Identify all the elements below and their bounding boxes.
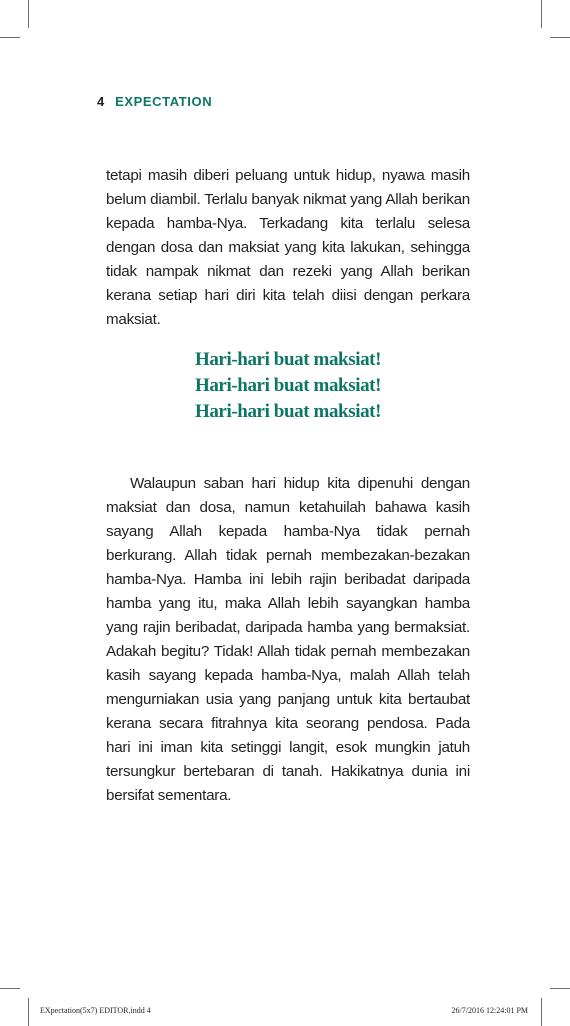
emphasis-line: Hari-hari buat maksiat! <box>194 401 382 422</box>
running-header <box>97 94 212 109</box>
emphasis-line: Hari-hari buat maksiat! <box>194 349 382 370</box>
paragraph-2: Walaupun saban hari hidup kita dipenuhi dengan maksiat dan dosa, namun ketahuilah bahawa kasih sayang Allah kepada hamba-Nya tidak pernah berkurang. Allah tidak pernah membezakan-bezakan hamba-Nya. Hamba ini lebih rajin beribadat daripada hamba yang itu, maka Allah lebih sayangkan hamba yang rajin beribadat, daripada hamba yang bermaksiat. Adakah begitu? Tidak! Allah tidak pernah membezakan kasih sayang kepada hamba-Nya, malah Allah telah mengurniakan usia yang panjang untuk kita bertaubat kerana secara fitrahnya kita seorang pendosa. Pada hari ini iman kita setinggi langit, esok mungkin jatuh tersungkur bertebaran di tanah. Hakikatnya dunia ini bersifat sementara. <box>106 475 470 804</box>
slug-filename: EXpectation(5x7) EDITOR.indd 4 <box>40 1006 151 1015</box>
crop-mark-bottom-right <box>541 998 542 1026</box>
book-title: EXPECTATION <box>115 94 213 109</box>
crop-mark-top-right-h <box>550 37 570 38</box>
page-number: 4 <box>97 94 105 109</box>
crop-mark-bottom-left-h <box>0 988 20 989</box>
crop-mark-top-left-h <box>0 37 20 38</box>
paragraph-1: tetapi masih diberi peluang untuk hidup, nyawa masih belum diambil. Terlalu banyak nikmat yang Allah berikan kepada hamba-Nya. Terkadang kita terlalu selesa dengan dosa dan maksiat yang kita lakukan, sehingga tidak nampak nikmat dan rezeki yang Allah berikan kerana setiap hari diri kita telah diisi dengan perkara maksiat. <box>106 167 470 328</box>
crop-mark-top-left <box>28 0 29 28</box>
crop-mark-bottom-left <box>28 998 29 1026</box>
crop-mark-bottom-right-h <box>550 988 570 989</box>
emphasis-block <box>106 347 470 425</box>
crop-mark-top-right <box>541 0 542 28</box>
slug-datetime: 26/7/2016 12:24:01 PM <box>451 1006 528 1015</box>
emphasis-line: Hari-hari buat maksiat! <box>194 375 382 396</box>
